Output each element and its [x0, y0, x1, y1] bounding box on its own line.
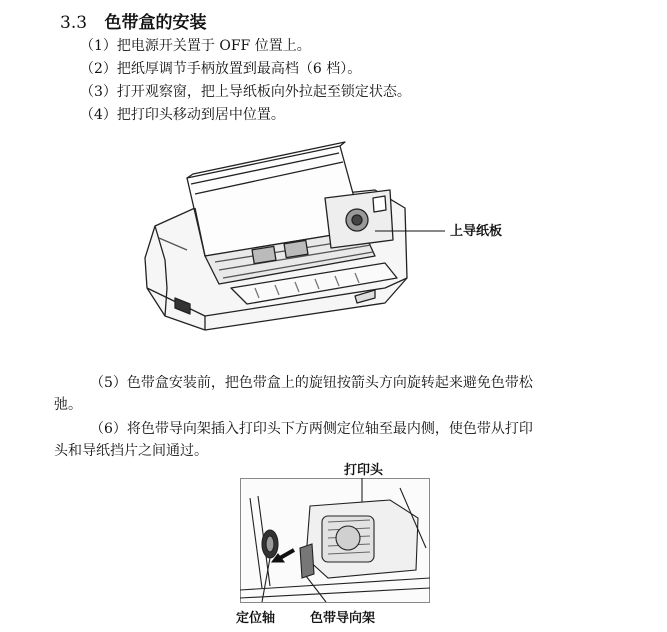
step-1: （1）把电源开关置于 OFF 位置上。: [80, 38, 311, 54]
positioning-shaft-label: 定位轴: [236, 611, 276, 626]
printer-illustration: [135, 138, 425, 338]
step-5-line-1: （5）色带盒安装前，把色带盒上的旋钮按箭头方向旋转起来避免色带松: [90, 375, 533, 391]
step-6: [54, 418, 650, 462]
step-6-line-2: 头和导纸挡片之间通过。: [54, 443, 208, 459]
section-number: 3.3: [60, 13, 88, 33]
section-title: 色带盒的安装: [104, 13, 207, 33]
step-6-line-1: （6）将色带导向架插入打印头下方两侧定位轴至最内侧，使色带从打印: [90, 421, 533, 437]
ribbon-guide-label: 色带导向架: [310, 611, 376, 626]
callout-leader-line: [375, 226, 445, 236]
step-5: [54, 372, 650, 416]
step-2: （2）把纸厚调节手柄放置到最高档（6 档）。: [80, 61, 362, 77]
step-4: （4）把打印头移动到居中位置。: [80, 107, 285, 123]
print-head-illustration: [240, 478, 430, 603]
print-head-label: 打印头: [344, 463, 384, 478]
step-3: （3）打开观察窗，把上导纸板向外拉起至锁定状态。: [80, 84, 411, 100]
section-heading: [60, 8, 206, 33]
step-5-line-2: 弛。: [54, 397, 82, 413]
upper-paper-guide-label: 上导纸板: [450, 224, 503, 239]
